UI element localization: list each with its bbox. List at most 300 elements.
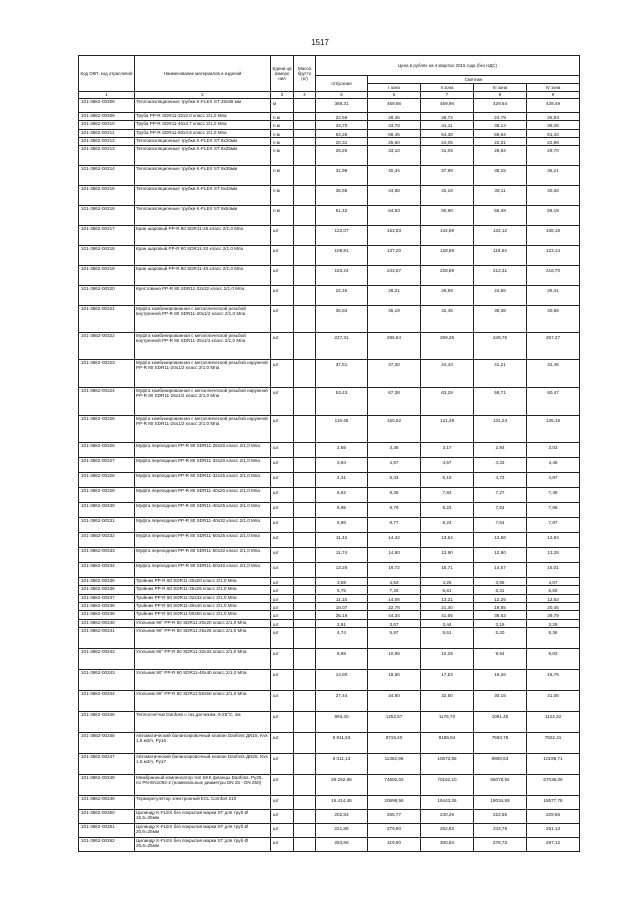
price-zone-2 (421, 503, 474, 518)
price-zone-4 (527, 416, 580, 443)
price-zone-3 (474, 129, 527, 137)
price-zone-2 (421, 306, 474, 333)
price-zone-4 (527, 533, 580, 548)
price-zone-2-text: 21,40 (441, 604, 453, 610)
price-zone-2 (421, 586, 474, 594)
price-release (316, 627, 368, 648)
item-name (135, 333, 271, 360)
price-zone-2-text: 31,09 (441, 148, 453, 154)
price-zone-1-text: 44,88 (388, 188, 400, 194)
price-zone-3 (474, 648, 527, 669)
item-name (135, 611, 271, 619)
price-zone-4-text: 257,27 (545, 335, 561, 341)
col-num: 1 (79, 92, 135, 99)
price-zone-4-text: 7,49 (548, 490, 558, 496)
item-code-text: 101-3862-00330 (81, 503, 115, 509)
price-zone-4 (527, 266, 580, 286)
item-code-text: 101-3862-00348 (81, 774, 115, 780)
item-name (135, 206, 271, 226)
item-unit (271, 648, 294, 669)
table-row (79, 503, 580, 518)
header-name: Наименование материалов и изделий (135, 56, 271, 92)
item-code-text: 101-3862-00317 (81, 226, 115, 232)
price-zone-4-text: 67038,06 (543, 776, 563, 782)
price-release (316, 548, 368, 563)
item-code-text: 101-3862-00341 (81, 627, 115, 633)
price-zone-1-text: 4,53 (389, 580, 399, 586)
item-name (135, 473, 271, 488)
item-mass (294, 333, 316, 360)
price-zone-3-text: 7,64 (495, 505, 505, 511)
price-zone-3 (474, 146, 527, 166)
price-zone-1-text: 33,10 (388, 148, 400, 154)
header-code: Код ОКП, код отраслевой (79, 56, 135, 92)
table-row (79, 548, 580, 563)
item-unit (271, 619, 294, 627)
price-zone-3-text: 39,11 (494, 188, 506, 194)
item-unit-text: шт (273, 692, 279, 698)
col-num: 8 (474, 92, 527, 99)
price-zone-2-text: 70162,10 (437, 776, 457, 782)
item-name (135, 563, 271, 578)
price-release (316, 823, 368, 837)
price-release-text: 22,45 (335, 288, 348, 294)
price-zone-1-text: 5,43 (389, 475, 399, 481)
price-zone-3-text: 212,31 (492, 268, 508, 274)
price-release (316, 503, 368, 518)
item-unit (271, 121, 294, 129)
price-zone-3 (474, 809, 527, 823)
price-release-text: 6,95 (337, 505, 346, 511)
price-release (316, 690, 368, 711)
price-zone-2-text: 13,21 (441, 596, 453, 602)
price-release-text: 193,24 (334, 268, 349, 274)
item-name (135, 458, 271, 473)
header-release: отпускная (316, 76, 368, 92)
price-zone-4 (527, 602, 580, 610)
item-unit-text: п.м (273, 123, 280, 129)
price-zone-2 (421, 121, 474, 129)
price-zone-1 (368, 333, 421, 360)
item-mass (294, 823, 316, 837)
price-zone-2 (421, 99, 474, 113)
item-code-text: 101-3862-00321 (81, 306, 115, 312)
price-zone-1 (368, 129, 421, 137)
price-zone-4 (527, 823, 580, 837)
col-num: 9 (527, 92, 580, 99)
item-unit (271, 533, 294, 548)
item-code-text: 101-3862-00316 (81, 206, 115, 212)
price-zone-1-text: 20698,56 (384, 797, 404, 803)
price-zone-4-text: 123,14 (545, 248, 561, 254)
item-name-text: Кран шаровый PP-R 80 SDR11-25 класс 2/1,0 Мпа (136, 226, 244, 232)
price-zone-4 (527, 166, 580, 186)
item-unit-text: шт (273, 755, 279, 761)
price-release-text: 2,68 (337, 445, 346, 451)
item-unit (271, 146, 294, 166)
item-name (135, 837, 271, 851)
price-table (78, 55, 580, 852)
price-release (316, 113, 368, 121)
price-zone-4-text: 3,03 (548, 445, 558, 451)
price-zone-4 (527, 473, 580, 488)
item-code (79, 503, 135, 518)
price-zone-1-text: 286,64 (386, 335, 402, 341)
price-zone-1-text: 28,45 (388, 115, 400, 120)
item-name-text: Теплоизоляционные трубки K-FLEX ST 9х54мм (136, 206, 238, 212)
table-row (79, 753, 580, 774)
price-zone-2-text: 13,54 (441, 535, 453, 541)
table-row (79, 823, 580, 837)
header-zone-3: III зона (474, 84, 527, 92)
item-unit (271, 518, 294, 533)
item-code-text: 101-3862-00340 (81, 619, 115, 625)
item-name-text: Теплосчетчик Danfoss с газ.датчиком, 5-28°С, 2м (136, 711, 241, 717)
price-zone-2 (421, 611, 474, 619)
item-unit-text: шт (273, 490, 279, 496)
price-release-text: 4,74 (337, 629, 346, 635)
price-zone-4 (527, 578, 580, 586)
table-row (79, 206, 580, 226)
item-code-text: 101-3862-00322 (81, 333, 115, 339)
price-zone-1-text: 8715,40 (385, 734, 403, 740)
price-zone-4 (527, 548, 580, 563)
item-name (135, 388, 271, 416)
price-zone-2 (421, 388, 474, 416)
price-zone-1-text: 14,06 (388, 596, 400, 602)
price-zone-2 (421, 266, 474, 286)
price-zone-1 (368, 186, 421, 206)
price-zone-2-text: 4,26 (442, 580, 452, 586)
price-zone-1 (368, 548, 421, 563)
price-zone-1 (368, 137, 421, 145)
price-zone-3 (474, 602, 527, 610)
item-name (135, 627, 271, 648)
price-zone-1-text: 153,93 (386, 228, 402, 234)
price-zone-3-text: 243,79 (492, 825, 508, 831)
item-mass (294, 121, 316, 129)
item-name-text: Теплоизоляционные трубки K-FLEX ST 6х20мм (136, 137, 238, 143)
item-name (135, 416, 271, 443)
price-zone-3-text: 24,79 (494, 115, 506, 120)
item-code-text: 101-3862-00349 (81, 795, 115, 801)
price-zone-3-text: 38,13 (494, 123, 506, 129)
price-zone-2-text: 32,50 (441, 692, 453, 698)
price-zone-1-text: 319,90 (386, 839, 402, 845)
price-zone-1 (368, 619, 421, 627)
item-name-text: Цилиндр K-FLEX без покрытия марки ST для труб Ø 15,5=25мм (136, 809, 249, 821)
item-code (79, 458, 135, 473)
item-unit-text: шт (273, 390, 279, 396)
price-release-text: 13,26 (335, 565, 348, 571)
item-name-text: Цилиндр K-FLEX без покрытия марки ST для труб Ø 20,6=25мм (136, 823, 249, 835)
price-zone-3 (474, 823, 527, 837)
item-code (79, 774, 135, 795)
price-zone-3 (474, 246, 527, 266)
price-zone-3-text: 12,25 (494, 596, 506, 602)
item-name-text: Тройник PP-R 80 SDR11-32х32 класс 2/1,0 Мпа (136, 594, 237, 600)
price-zone-1 (368, 443, 421, 458)
price-zone-2 (421, 669, 474, 690)
price-zone-3-text: 222,85 (492, 811, 508, 817)
item-code (79, 648, 135, 669)
item-unit-text: шт (273, 621, 279, 627)
item-unit-text: шт (273, 839, 279, 845)
price-zone-3-text: 429,64 (492, 101, 508, 106)
price-zone-3 (474, 586, 527, 594)
price-release (316, 226, 368, 246)
table-row (79, 166, 580, 186)
item-name (135, 306, 271, 333)
price-release-text: 2,91 (337, 621, 346, 627)
price-zone-2-text: 13,90 (441, 550, 453, 556)
price-zone-3 (474, 166, 527, 186)
item-name-text: Теплоизоляционные трубки K-FLEX ST 25х89 мм (136, 99, 242, 104)
item-unit-text: шт (273, 671, 279, 677)
price-zone-4 (527, 627, 580, 648)
item-unit-text: шт (273, 475, 279, 481)
price-release-text: 993,40 (334, 713, 349, 719)
item-mass (294, 602, 316, 610)
item-name-text: Крестовина PP-R 80 SDR11-32х32 класс 2/1,0 Мпа (136, 286, 245, 292)
item-code (79, 137, 135, 145)
price-zone-3 (474, 226, 527, 246)
price-zone-2-text: 24,05 (441, 139, 453, 145)
price-release (316, 99, 368, 113)
item-name (135, 137, 271, 145)
price-zone-1 (368, 732, 421, 753)
price-zone-4-text: 4,46 (548, 460, 558, 466)
item-name (135, 533, 271, 548)
item-code-text: 101-3862-00326 (81, 443, 115, 449)
price-zone-1 (368, 518, 421, 533)
item-unit-text: шт (273, 797, 279, 803)
price-zone-3-text: 119,54 (493, 248, 507, 254)
price-zone-2-text: 10,29 (441, 650, 453, 656)
price-zone-3 (474, 443, 527, 458)
price-zone-4 (527, 226, 580, 246)
item-code (79, 823, 135, 837)
item-code-text: 101-3862-00329 (81, 488, 115, 494)
price-release-text: 16 414,48 (331, 797, 352, 803)
table-row (79, 578, 580, 586)
item-code (79, 837, 135, 851)
price-release-text: 35,84 (335, 308, 348, 314)
item-code (79, 533, 135, 548)
price-zone-2-text: 269,25 (439, 335, 455, 341)
col-num: 4 (294, 92, 316, 99)
price-zone-4 (527, 113, 580, 121)
item-name-text: Теплоизоляционные трубки K-FLEX ST 9х35мм (136, 166, 238, 172)
price-zone-3-text: 58,71 (494, 390, 506, 396)
price-zone-2-text: 8,23 (442, 505, 452, 511)
item-mass (294, 473, 316, 488)
price-zone-4-text: 287,12 (545, 839, 561, 845)
item-name-text: Угольник 90° PP-R 80 SDR11-40х40 класс 2/1,0 Мпа (136, 669, 247, 675)
price-zone-1 (368, 360, 421, 388)
item-unit-text: п.м (273, 131, 280, 137)
price-zone-3 (474, 473, 527, 488)
price-zone-1-text: 14,80 (388, 550, 400, 556)
price-release-text: 22,56 (335, 115, 348, 120)
item-code (79, 186, 135, 206)
price-zone-4-text: 36,21 (547, 168, 559, 174)
price-zone-1-text: 279,80 (386, 825, 402, 831)
price-zone-4 (527, 619, 580, 627)
price-zone-3-text: 9,54 (495, 650, 505, 656)
price-zone-2 (421, 578, 474, 586)
item-unit (271, 113, 294, 121)
price-zone-1 (368, 627, 421, 648)
item-name-text: Цилиндр K-FLEX без покрытия марки ST для труб Ø 25,6=25мм (136, 837, 249, 849)
price-zone-3-text: 38,63 (494, 613, 506, 619)
price-release (316, 473, 368, 488)
price-zone-3 (474, 548, 527, 563)
item-code-text: 101-3862-00323 (81, 360, 115, 366)
price-zone-2 (421, 113, 474, 121)
price-zone-2 (421, 518, 474, 533)
item-name-text: Угольник 90° PP-R 80 SDR11-20х20 класс 2/1,0 Мпа (136, 619, 247, 625)
price-zone-2-text: 240,26 (439, 811, 455, 817)
price-zone-2-text: 5,61 (442, 629, 452, 635)
price-zone-4 (527, 795, 580, 809)
price-zone-4-text: 12,62 (547, 596, 559, 602)
item-unit (271, 602, 294, 610)
item-name (135, 602, 271, 610)
item-unit-text: шт (273, 445, 279, 451)
item-unit (271, 388, 294, 416)
item-unit (271, 669, 294, 690)
item-unit (271, 627, 294, 648)
item-unit (271, 137, 294, 145)
price-zone-1 (368, 648, 421, 669)
price-release-text: 3,59 (337, 580, 346, 586)
price-release-text: 119,45 (334, 418, 349, 424)
item-unit-text: шт (273, 776, 279, 782)
price-zone-2 (421, 333, 474, 360)
item-code-text: 101-3862-00339 (81, 611, 115, 617)
item-mass (294, 533, 316, 548)
table-row (79, 690, 580, 711)
price-zone-1 (368, 113, 421, 121)
item-mass (294, 837, 316, 851)
price-release (316, 586, 368, 594)
price-release-text: 35,16 (335, 613, 348, 619)
price-release (316, 388, 368, 416)
price-zone-4 (527, 774, 580, 795)
price-zone-4 (527, 809, 580, 823)
item-name-text: Тройник PP-R 80 SDR11-40х40 класс 2/1,0 Мпа (136, 602, 237, 608)
price-zone-2-text: 10673,85 (437, 755, 457, 761)
price-release (316, 732, 368, 753)
price-zone-2 (421, 627, 474, 648)
price-release (316, 146, 368, 166)
item-unit (271, 473, 294, 488)
table-row (79, 611, 580, 619)
price-release-text: 202,83 (334, 811, 349, 817)
price-zone-4 (527, 121, 580, 129)
item-mass (294, 774, 316, 795)
price-release (316, 129, 368, 137)
price-zone-3-text: 9900,63 (491, 755, 509, 761)
table-row (79, 774, 580, 795)
price-release-text: 26,25 (335, 148, 348, 154)
item-name (135, 594, 271, 602)
item-name (135, 146, 271, 166)
price-zone-1-text: 1252,67 (385, 713, 403, 719)
price-zone-4-text: 7822,41 (544, 734, 562, 740)
header-unit: Едини ца измере ния (271, 56, 294, 92)
price-zone-3-text: 1091,45 (491, 713, 509, 719)
price-zone-4-text: 40,28 (547, 188, 559, 194)
price-zone-2 (421, 186, 474, 206)
item-code (79, 795, 135, 809)
item-code (79, 473, 135, 488)
price-zone-1-text: 28,31 (388, 288, 400, 294)
price-zone-2-text: 26,59 (441, 288, 453, 294)
price-zone-1 (368, 206, 421, 226)
item-name-text: Тройник PP-R 80 SDR11-50х50 класс 2/1,0 Мпа (136, 611, 237, 617)
item-code (79, 121, 135, 129)
table-row (79, 186, 580, 206)
item-mass (294, 578, 316, 586)
item-name-text: Муфта переходная PP-R 80 SDR11-32х20 класс 2/1,0 Мпа (136, 458, 260, 464)
item-unit-text: шт (273, 335, 279, 341)
price-release (316, 518, 368, 533)
table-row (79, 113, 580, 121)
price-zone-1-text: 11362,98 (384, 755, 404, 761)
price-zone-2-text: 63,29 (441, 390, 453, 396)
item-unit-text: шт (273, 288, 279, 294)
price-zone-3 (474, 711, 527, 732)
item-code (79, 246, 135, 266)
item-name (135, 166, 271, 186)
price-release-text: 18,07 (335, 604, 348, 610)
price-zone-3-text: 14,57 (494, 565, 506, 571)
item-unit (271, 578, 294, 586)
item-unit (271, 226, 294, 246)
item-unit (271, 711, 294, 732)
table-row (79, 333, 580, 360)
item-code (79, 99, 135, 113)
price-zone-1 (368, 533, 421, 548)
price-zone-4 (527, 648, 580, 669)
item-unit-text: п.м (273, 115, 280, 120)
price-zone-3-text: 278,73 (492, 839, 508, 845)
item-code-text: 101-3862-00310 (81, 121, 115, 127)
price-release (316, 443, 368, 458)
price-zone-1 (368, 458, 421, 473)
price-zone-3 (474, 611, 527, 619)
item-code-text: 101-3862-00315 (81, 186, 115, 192)
item-unit-text: шт (273, 248, 279, 254)
col-num: 2 (135, 92, 271, 99)
price-zone-4-text: 7,86 (548, 505, 558, 511)
price-zone-1 (368, 753, 421, 774)
price-zone-3 (474, 518, 527, 533)
price-zone-2-text: 459,96 (439, 101, 455, 106)
price-zone-3-text: 16,26 (494, 671, 506, 677)
price-zone-2 (421, 753, 474, 774)
table-row (79, 594, 580, 602)
price-zone-1-text: 68,45 (388, 131, 400, 137)
item-name (135, 503, 271, 518)
item-unit-text: шт (273, 268, 279, 274)
item-mass (294, 611, 316, 619)
table-row (79, 121, 580, 129)
item-mass (294, 648, 316, 669)
item-code (79, 146, 135, 166)
